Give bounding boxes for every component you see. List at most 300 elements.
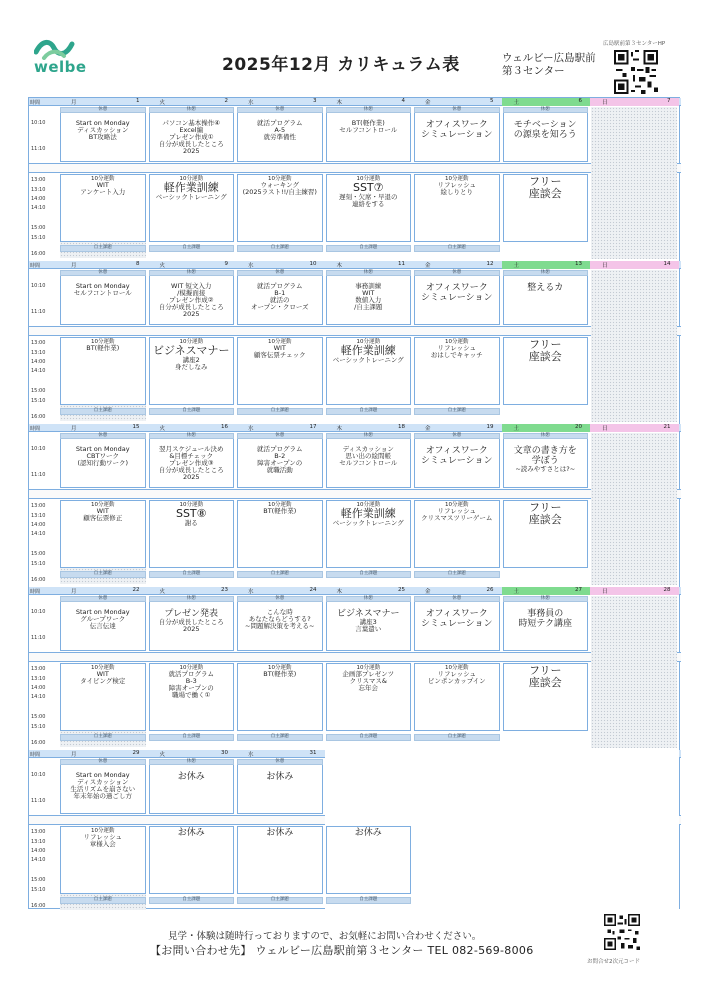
sunday-closed-area (591, 433, 677, 585)
am-class-cell[interactable] (414, 270, 500, 325)
day-header-9 (148, 261, 237, 269)
pm-class-cell[interactable] (503, 174, 589, 242)
pm-class-cell[interactable] (503, 500, 589, 568)
am-class-cell[interactable] (60, 596, 146, 651)
pm-class-content (150, 665, 234, 699)
am-line-a: 就活プログラム (257, 445, 303, 453)
am-line-d: 2025 (182, 147, 200, 155)
am-line-c: 2025 (182, 625, 200, 633)
day-date: 3 (313, 98, 317, 104)
day-date: 26 (486, 587, 494, 593)
qr-caption-bottom: お問合せ2次元コード (587, 959, 640, 965)
pm-line-c: クリスマス& (349, 677, 387, 685)
pm-line-c: 顧客伝票修正 (83, 514, 123, 522)
day-name: 水 (248, 426, 254, 432)
curriculum-table (28, 97, 680, 909)
am-class-cell[interactable] (237, 270, 323, 325)
am-class-cell[interactable] (326, 596, 412, 651)
pm-class-content (327, 339, 411, 364)
pm-class-content (61, 828, 145, 848)
day-date: 25 (398, 587, 405, 593)
pm-line-a: 10分運動 (445, 339, 469, 345)
am-class-cell[interactable] (237, 433, 323, 488)
day-header-26 (413, 587, 502, 595)
am-line-a: ディスカッション (342, 445, 394, 453)
day-name: 土 (513, 263, 520, 269)
am-bar: 休憩 (60, 433, 146, 439)
am-class-cell[interactable] (149, 433, 235, 488)
sunday-closed-area (591, 107, 677, 259)
pm-line-a: 10分運動 (91, 339, 115, 345)
pm-class-cell[interactable] (326, 663, 412, 731)
day-name: 火 (159, 426, 166, 432)
pm-line-b: 座談会 (528, 513, 562, 526)
pm-line-a: フリー (528, 175, 562, 188)
day-header-7 (590, 98, 679, 106)
pm-line-a: 10分運動 (268, 502, 292, 508)
am-bar: 休憩 (414, 270, 500, 276)
qr-caption-top: 広島駅前第３センターHP (603, 41, 666, 47)
self-study-bar: 自主課題 (326, 897, 412, 904)
time-label: 15:00 (31, 714, 46, 720)
am-class-cell[interactable] (414, 433, 500, 488)
am-class-content (415, 446, 499, 466)
pm-class-cell[interactable] (237, 174, 323, 242)
pm-class-cell[interactable] (237, 500, 323, 568)
am-line-b: プレゼン作成③ (168, 459, 214, 467)
logo-wave-icon (34, 38, 78, 60)
time-label: 11:10 (31, 309, 46, 315)
time-label: 13:10 (31, 350, 46, 356)
pm-class-cell[interactable] (149, 174, 235, 242)
am-line-d: 年末年始の過ごし方 (73, 792, 132, 800)
pm-line-c: ベーシックトレーニング (332, 356, 404, 364)
pm-class-cell[interactable] (149, 826, 235, 894)
pm-line-c: (2025ラスト!!/自主練習) (242, 188, 317, 196)
pm-line-a: お休み (177, 828, 205, 838)
am-class-cell[interactable] (503, 107, 589, 162)
am-bar: 休憩 (503, 270, 589, 276)
pm-line-a: お休み (354, 828, 382, 838)
am-class-cell[interactable] (414, 596, 500, 651)
am-class-cell[interactable] (60, 270, 146, 325)
pm-class-content (150, 828, 234, 838)
pm-line-b: ビジネスマナー (153, 344, 230, 357)
pm-class-cell[interactable] (503, 337, 589, 405)
pm-line-b: WIT (96, 507, 109, 515)
am-line-b: プレゼン作成① (168, 133, 214, 141)
am-line-c: BT攻略法 (88, 133, 117, 141)
day-name: 木 (336, 589, 343, 595)
am-bar: 休憩 (237, 433, 323, 439)
am-class-content (150, 772, 234, 782)
qr-code-hp-icon[interactable] (614, 50, 658, 94)
pm-line-c: 講座2 (182, 356, 200, 364)
pm-line-a: フリー (528, 664, 562, 677)
day-header-17 (236, 424, 325, 432)
pm-line-b: 軽作業訓練 (340, 344, 396, 357)
am-line-a: Start on Monday (75, 445, 130, 453)
day-header-2 (148, 98, 237, 106)
pm-line-b: SST⑧ (175, 507, 207, 520)
logo-text: welbe (34, 58, 87, 76)
day-header-22 (59, 587, 148, 595)
am-bar: 休憩 (237, 596, 323, 602)
pm-line-b: リフレッシュ (83, 833, 123, 841)
am-line-b: 思い出の絵間帳 (345, 452, 391, 460)
pm-class-content (327, 176, 411, 208)
am-line-a: お休み (266, 772, 294, 782)
am-line-d: /自主課題 (354, 303, 383, 311)
am-class-cell[interactable] (326, 107, 412, 162)
am-line-b: ディスカッション (77, 126, 129, 134)
day-header-10 (236, 261, 325, 269)
pm-line-b: SST⑦ (352, 181, 384, 194)
pm-line-a: 10分運動 (445, 502, 469, 508)
pm-line-a: 10分運動 (356, 339, 380, 345)
time-label: 14:00 (31, 848, 46, 854)
am-line-a: オフィスワーク (425, 609, 488, 619)
day-name: 火 (159, 100, 166, 106)
am-line-a: 事務員の (527, 609, 564, 619)
am-line-c: 言葉遣い (355, 625, 382, 633)
am-line-b: の源泉を知ろう (513, 130, 577, 140)
center-name: ウェルビー広島駅前 第３センター (502, 52, 596, 77)
day-name: 月 (71, 752, 77, 758)
am-bar: 休憩 (149, 270, 235, 276)
pm-class-cell[interactable] (237, 826, 323, 894)
am-line-b: シミュレーション (421, 456, 493, 466)
am-class-content (61, 609, 145, 630)
day-name: 土 (513, 426, 520, 432)
am-class-cell[interactable] (149, 107, 235, 162)
time-label: 13:00 (31, 503, 46, 509)
am-class-content (238, 609, 322, 630)
pm-class-cell[interactable] (414, 663, 500, 731)
am-class-cell[interactable] (237, 107, 323, 162)
time-label: 15:00 (31, 225, 46, 231)
pm-line-b: WIT (96, 670, 109, 678)
pm-class-cell[interactable] (60, 663, 146, 731)
pm-class-content (415, 339, 499, 359)
day-date: 21 (663, 424, 671, 430)
footer-contact: 【お問い合わせ先】 ウェルビー広島駅前第３センター TEL 082-569-8006 (150, 944, 534, 957)
pm-class-cell[interactable] (149, 500, 235, 568)
self-study-bar: 自主課題 (60, 571, 146, 578)
am-class-cell[interactable] (237, 596, 323, 651)
am-line-a: プレゼン発表 (164, 609, 219, 619)
am-class-cell[interactable] (237, 759, 323, 814)
self-study-bar: 自主課題 (237, 897, 323, 904)
am-class-content (238, 283, 322, 311)
pm-class-content (61, 176, 145, 196)
am-class-content (415, 283, 499, 303)
pm-class-content (415, 502, 499, 522)
am-line-c: 就活の (270, 296, 290, 304)
am-line-a: モチベーション (513, 120, 577, 130)
am-line-b: 講座3 (359, 618, 377, 626)
am-class-cell[interactable] (503, 270, 589, 325)
day-name: 金 (425, 589, 431, 595)
pm-class-content (61, 665, 145, 685)
day-date: 24 (309, 587, 317, 593)
pm-line-a: 10分運動 (91, 828, 115, 834)
pm-line-b: 座談会 (528, 350, 562, 363)
am-line-d: 就職活動 (266, 466, 293, 474)
time-label: 10:10 (31, 283, 46, 289)
am-bar: 休憩 (237, 107, 323, 113)
time-label: 10:10 (31, 446, 46, 452)
pm-line-b: 座談会 (528, 676, 562, 689)
pm-line-b: BT(軽作業) (263, 670, 297, 678)
am-line-a: Start on Monday (75, 771, 130, 779)
am-class-cell[interactable] (149, 270, 235, 325)
pm-class-cell[interactable] (326, 174, 412, 242)
day-name: 月 (71, 426, 77, 432)
qr-code-contact-icon[interactable] (604, 914, 640, 950)
pm-line-b: 就活プログラム (168, 670, 214, 678)
day-name: 日 (602, 263, 608, 269)
am-class-content (150, 446, 234, 481)
pm-class-content (327, 665, 411, 692)
day-date: 15 (132, 424, 140, 430)
am-class-content (238, 120, 322, 141)
time-label: 15:10 (31, 561, 46, 567)
pm-line-a: フリー (528, 338, 562, 351)
sunday-closed-area (591, 596, 677, 748)
self-study-bar: 自主課題 (326, 734, 412, 741)
self-study-bar: 自主課題 (237, 571, 323, 578)
day-header-8 (59, 261, 148, 269)
pm-line-d: 身だしなみ (175, 363, 208, 371)
time-label: 14:00 (31, 685, 46, 691)
am-line-d: 2025 (182, 310, 200, 318)
am-class-cell[interactable] (326, 270, 412, 325)
day-name: 木 (336, 263, 343, 269)
am-class-content (61, 120, 145, 141)
day-header-23 (148, 587, 237, 595)
self-study-bar: 自主課題 (326, 571, 412, 578)
pm-class-cell[interactable] (326, 337, 412, 405)
pm-class-cell[interactable] (503, 663, 589, 731)
pm-class-cell[interactable] (414, 337, 500, 405)
am-line-a: WIT 短文入力 (171, 282, 212, 290)
am-line-c: (認知行動ワーク) (77, 459, 129, 467)
am-class-cell[interactable] (503, 433, 589, 488)
pm-line-a: 10分運動 (91, 502, 115, 508)
self-study-bar: 自主課題 (326, 408, 412, 415)
pm-class-cell[interactable] (149, 663, 235, 731)
self-study-bar: 自主課題 (237, 245, 323, 252)
day-name: 木 (336, 426, 343, 432)
am-class-cell[interactable] (149, 759, 235, 814)
am-class-content (327, 446, 411, 467)
pm-line-a: 10分運動 (179, 502, 203, 508)
pm-class-cell[interactable] (414, 174, 500, 242)
time-label: 14:10 (31, 857, 46, 863)
pm-line-c: 絵しりとり (440, 188, 473, 196)
time-label: 15:10 (31, 887, 46, 893)
day-date: 16 (221, 424, 228, 430)
am-class-cell[interactable] (503, 596, 589, 651)
am-line-c: 自分が成長したところ (158, 303, 224, 311)
time-label: 11:10 (31, 472, 46, 478)
day-header-25 (325, 587, 414, 595)
pm-line-c: アンケート入力 (80, 188, 126, 196)
am-line-a: 翌月スケジュール決め (158, 445, 224, 453)
lunch-row (29, 326, 681, 336)
am-bar: 休憩 (149, 107, 235, 113)
time-label: 時間 (30, 426, 41, 432)
time-label: 11:10 (31, 146, 46, 152)
am-line-c: ~問題解決策を考える~ (245, 622, 315, 630)
self-study-bar: 自主課題 (326, 245, 412, 252)
am-bar: 休憩 (326, 107, 412, 113)
day-date: 29 (132, 750, 140, 756)
pm-line-a: 10分運動 (179, 339, 203, 345)
day-date: 5 (490, 98, 494, 104)
pm-class-content (327, 828, 411, 838)
pm-class-cell[interactable] (60, 174, 146, 242)
am-line-b: 時短テク講座 (518, 619, 573, 629)
day-header-31 (236, 750, 325, 758)
pm-line-c: タイピング検定 (80, 677, 126, 685)
self-study-bar: 自主課題 (237, 734, 323, 741)
am-bar: 休憩 (503, 433, 589, 439)
pm-class-cell[interactable] (60, 826, 146, 894)
day-date: 8 (136, 261, 140, 267)
am-class-cell[interactable] (326, 433, 412, 488)
pm-class-cell[interactable] (326, 826, 412, 894)
day-name: 金 (425, 426, 431, 432)
pm-line-b: 軽作業訓練 (163, 181, 219, 194)
pm-class-cell[interactable] (237, 337, 323, 405)
day-date: 18 (398, 424, 405, 430)
am-line-a: 整えるカ (527, 283, 564, 293)
pm-line-d: 障害オープンの (168, 684, 214, 692)
am-line-b: シミュレーション (421, 619, 493, 629)
am-line-b: グループワーク (80, 615, 126, 623)
pm-class-content (238, 828, 322, 838)
day-name: 水 (248, 589, 254, 595)
day-name: 月 (71, 589, 77, 595)
time-label: 16:00 (31, 740, 46, 746)
day-date: 1 (136, 98, 140, 104)
am-bar: 休憩 (60, 596, 146, 602)
time-label: 14:10 (31, 694, 46, 700)
time-label: 16:00 (31, 577, 46, 583)
day-date: 2 (224, 98, 228, 104)
am-line-c: 数値入力 (355, 296, 382, 304)
day-header-1 (59, 98, 148, 106)
time-label: 13:00 (31, 666, 46, 672)
self-study-bar: 自主課題 (237, 408, 323, 415)
day-date: 20 (575, 424, 582, 430)
am-line-b: シミュレーション (421, 293, 493, 303)
day-name: 水 (248, 100, 254, 106)
pm-class-cell[interactable] (60, 500, 146, 568)
day-header-30 (148, 750, 237, 758)
time-label: 13:10 (31, 839, 46, 845)
pm-class-cell[interactable] (149, 337, 235, 405)
am-class-cell[interactable] (60, 107, 146, 162)
am-line-b: あなたならどうする? (248, 615, 311, 623)
self-study-bar: 自主課題 (414, 734, 500, 741)
time-label: 16:00 (31, 251, 46, 257)
self-study-bar: 自主課題 (149, 571, 235, 578)
day-date: 23 (221, 587, 228, 593)
time-label: 13:00 (31, 177, 46, 183)
am-line-b: セルフコントロール (73, 289, 132, 297)
pm-class-cell[interactable] (414, 500, 500, 568)
self-study-bar: 自主課題 (60, 897, 146, 904)
am-line-b: 学ぼう (531, 456, 559, 466)
pm-line-c: 遅刻・欠席・早退の (339, 193, 398, 201)
time-label: 13:10 (31, 513, 46, 519)
pm-class-content (238, 176, 322, 196)
am-class-content (61, 446, 145, 467)
time-label: 時間 (30, 100, 41, 106)
day-date: 27 (575, 587, 582, 593)
pm-line-c: 顧客伝票チェック (253, 351, 306, 359)
time-label: 13:00 (31, 340, 46, 346)
pm-class-cell[interactable] (326, 500, 412, 568)
day-date: 10 (309, 261, 317, 267)
day-header-21 (590, 424, 679, 432)
am-line-c: 伝言伝達 (89, 622, 116, 630)
self-study-bar: 自主課題 (149, 245, 235, 252)
am-line-c: セルフコントロール (339, 459, 398, 467)
time-label: 15:00 (31, 388, 46, 394)
am-line-a: お休み (177, 772, 205, 782)
am-class-content (150, 283, 234, 318)
day-name: 水 (248, 752, 254, 758)
am-line-b: ディスカッション (77, 778, 129, 786)
am-class-cell[interactable] (60, 433, 146, 488)
pm-line-a: 10分運動 (445, 665, 469, 671)
pm-class-cell[interactable] (60, 337, 146, 405)
pm-class-content (61, 502, 145, 522)
pm-line-a: 10分運動 (268, 665, 292, 671)
time-label: 10:10 (31, 772, 46, 778)
am-line-b: セルフコントロール (339, 126, 398, 134)
am-line-a: Start on Monday (75, 119, 130, 127)
am-class-content (150, 609, 234, 633)
day-date: 13 (575, 261, 582, 267)
pm-line-b: リフレッシュ (437, 507, 477, 515)
am-line-a: パソコン基本操作④ (162, 119, 221, 127)
self-study-bar: 自主課題 (149, 897, 235, 904)
day-header-16 (148, 424, 237, 432)
am-line-b: CBTワーク (86, 452, 119, 460)
pm-line-c: 章様入会 (89, 840, 116, 848)
day-name: 月 (71, 263, 77, 269)
am-class-cell[interactable] (149, 596, 235, 651)
time-label: 16:00 (31, 414, 46, 420)
pm-line-b: BT(軽作業) (86, 344, 120, 352)
am-class-content (327, 283, 411, 311)
day-date: 12 (486, 261, 494, 267)
pm-class-content (415, 665, 499, 685)
pm-line-b: リフレッシュ (437, 670, 477, 678)
day-name: 木 (336, 100, 343, 106)
am-line-a2: /模擬面接 (177, 289, 206, 297)
day-header-14 (590, 261, 679, 269)
am-class-cell[interactable] (414, 107, 500, 162)
am-class-cell[interactable] (60, 759, 146, 814)
time-label: 11:10 (31, 635, 46, 641)
pm-class-cell[interactable] (237, 663, 323, 731)
